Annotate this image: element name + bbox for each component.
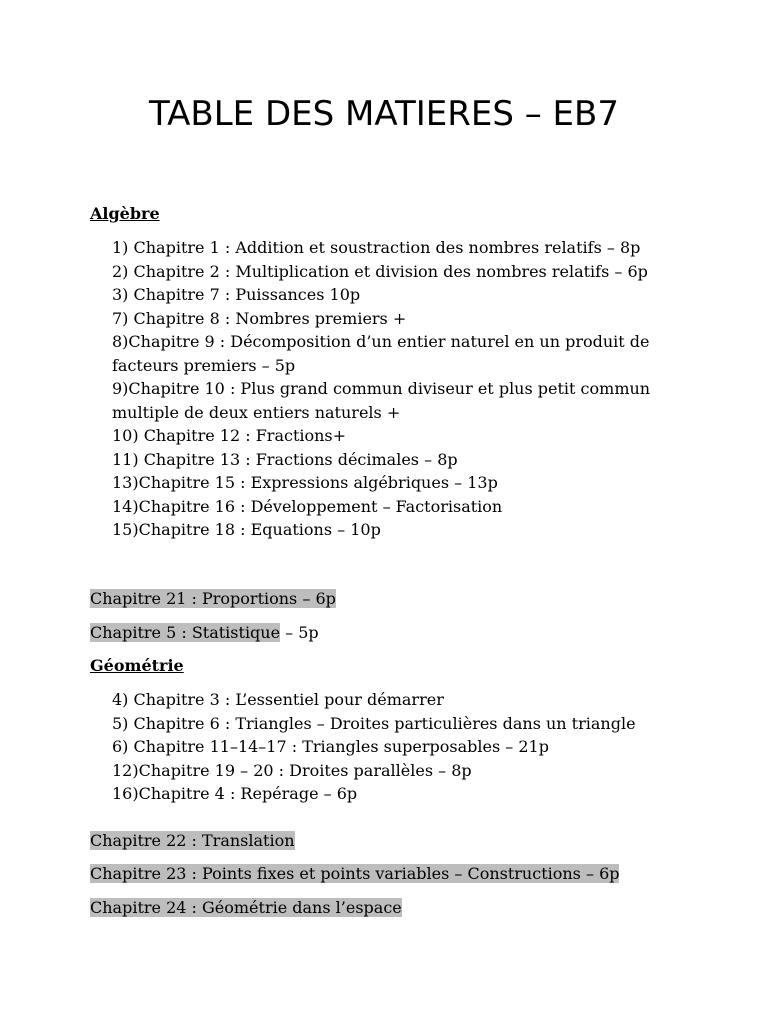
list-item: 9)Chapitre 10 : Plus grand commun diviseur et plus petit commun multiple de deux entiers naturels + [112,379,651,422]
list-item: 14)Chapitre 16 : Développement – Factorisation [112,496,503,516]
highlighted-chapter: Chapitre 21 : Proportions – 6p [90,589,336,608]
geometrie-chapter-list [112,688,682,806]
list-item: 13)Chapitre 15 : Expressions algébriques – 13p [112,473,498,492]
list-item: 2) Chapitre 2 : Multiplication et division des nombres relatifs – 6p [112,261,648,281]
list-item: 10) Chapitre 12 : Fractions+ [112,426,347,445]
list-item: 15)Chapitre 18 : Equations – 10p [112,520,381,539]
highlighted-chapter: Chapitre 23 : Points fixes et points variables – Constructions – 6p [90,864,620,883]
list-item: 7) Chapitre 8 : Nombres premiers + [112,308,407,328]
highlighted-chapter-line [90,621,319,644]
highlighted-chapter: Chapitre 5 : Statistique [90,623,281,642]
list-item: 11) Chapitre 13 : Fractions décimales – 8p [112,449,458,469]
highlighted-chapter-line [90,587,336,610]
list-item: 4) Chapitre 3 : L’essentiel pour démarrer [112,690,444,709]
section-heading-algebre: Algèbre [90,204,160,223]
highlighted-chapter-line [90,829,295,852]
page-title: TABLE DES MATIERES – EB7 [149,94,619,134]
highlighted-chapter-line [90,862,619,885]
list-item: 16)Chapitre 4 : Repérage – 6p [112,784,358,803]
highlighted-chapter-line [90,896,402,919]
list-item: 8)Chapitre 9 : Décomposition d’un entier naturel en un produit de facteurs premiers – 5p [112,332,650,375]
list-item: 3) Chapitre 7 : Puissances 10p [112,285,361,304]
list-item: 12)Chapitre 19 – 20 : Droites parallèles – 8p [112,760,472,780]
highlighted-chapter: Chapitre 22 : Translation [90,831,295,850]
list-item: 6) Chapitre 11–14–17 : Triangles superposables – 21p [112,737,549,756]
list-item: 1) Chapitre 1 : Addition et soustraction des nombres relatifs – 8p [112,238,641,257]
list-item: 5) Chapitre 6 : Triangles – Droites particulières dans un triangle [112,713,636,733]
chapter-page-count: – 5p [280,623,319,642]
algebre-chapter-list [112,236,682,542]
highlighted-chapter: Chapitre 24 : Géométrie dans l’espace [90,898,402,917]
section-heading-geometrie: Géométrie [90,656,184,675]
